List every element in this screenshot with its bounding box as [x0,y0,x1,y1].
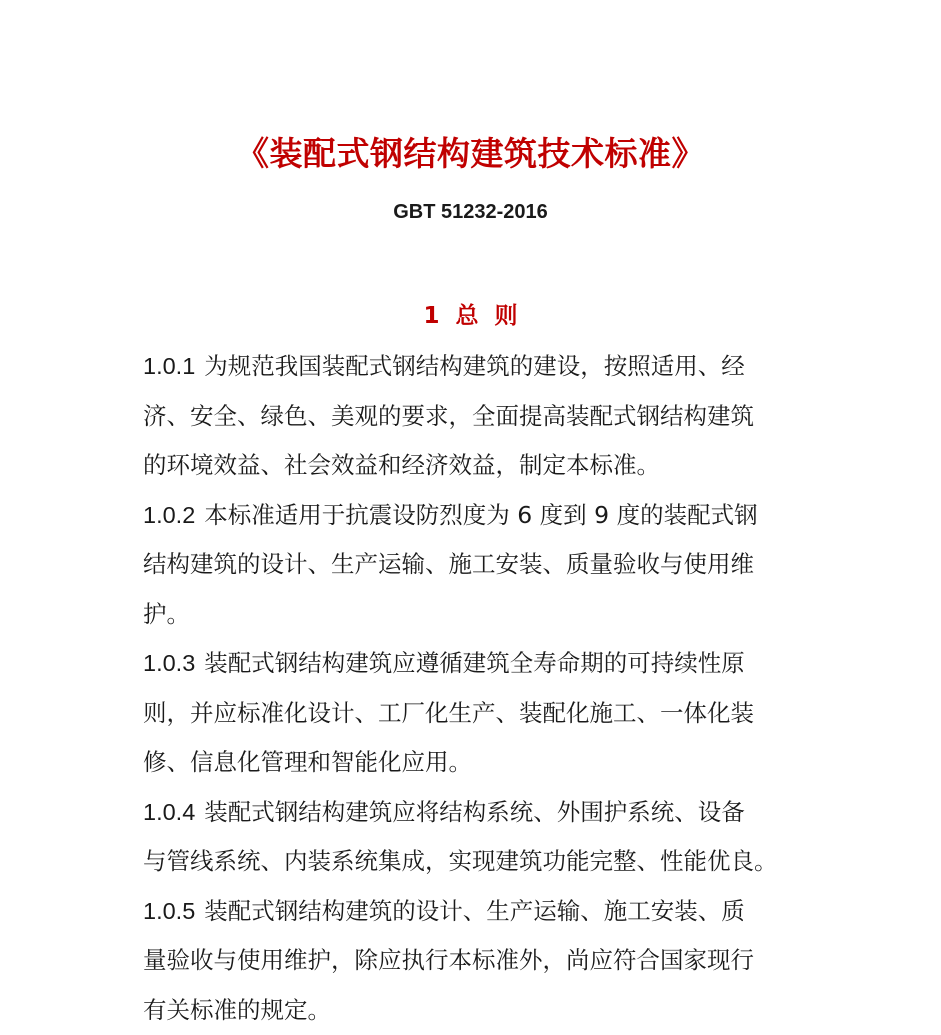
text-line [143,887,808,937]
text-line [143,441,808,491]
text-line [143,738,808,788]
text-line [143,491,808,541]
text-line [143,788,808,838]
clause-number: 1.0.5 [143,898,195,924]
line-text: 量验收与使用维护，除应执行本标准外，尚应符合国家现行 [143,946,754,974]
text-line [143,342,808,392]
line-text: 装配式钢结构建筑应遵循建筑全寿命期的可持续性原 [204,649,745,677]
text-line [143,837,808,887]
text-line [143,936,808,986]
line-text: 装配式钢结构建筑的设计、生产运输、施工安装、质 [204,897,745,925]
text-line [143,986,808,1035]
line-text: 与管线系统、内装系统集成，实现建筑功能完整、性能优良。 [143,847,778,875]
line-text: 的环境效益、社会效益和经济效益，制定本标准。 [143,451,660,479]
line-text: 装配式钢结构建筑应将结构系统、外围护系统、设备 [204,798,745,826]
chapter-body [143,342,808,1035]
line-text: 济、安全、绿色、美观的要求，全面提高装配式钢结构建筑 [143,402,754,430]
text-line [143,639,808,689]
text-line [143,392,808,442]
standard-code: GBT 51232-2016 [0,201,941,224]
line-text: 修、信息化管理和智能化应用。 [143,748,472,776]
clause-number: 1.0.4 [143,799,195,825]
document-title: 《装配式钢结构建筑技术标准》 [0,128,941,175]
line-text: 护。 [143,600,190,628]
chapter-title: 1 总 则 [0,297,941,330]
line-text: 为规范我国装配式钢结构建筑的建设，按照适用、经 [204,352,745,380]
text-line [143,689,808,739]
line-text: 本标准适用于抗震设防烈度为 6 度到 9 度的装配式钢 [204,501,757,529]
text-line [143,540,808,590]
clause-number: 1.0.2 [143,502,195,528]
clause-number: 1.0.1 [143,353,195,379]
line-text: 有关标准的规定。 [143,996,331,1024]
line-text: 结构建筑的设计、生产运输、施工安装、质量验收与使用维 [143,550,754,578]
text-line [143,590,808,640]
clause-number: 1.0.3 [143,650,195,676]
line-text: 则，并应标准化设计、工厂化生产、装配化施工、一体化装 [143,699,754,727]
